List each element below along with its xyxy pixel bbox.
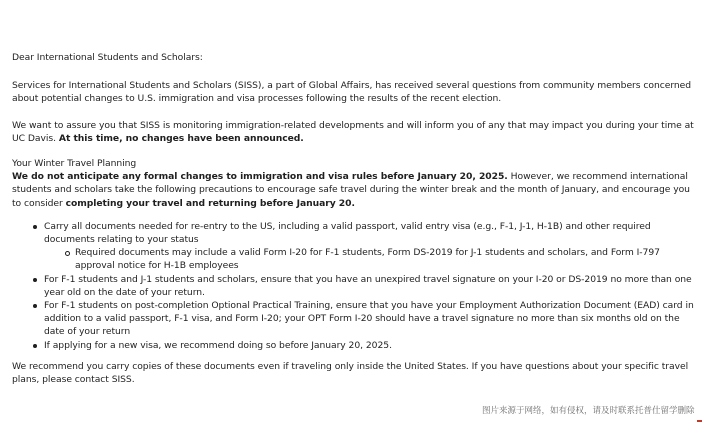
list-item	[44, 220, 700, 273]
section-title: Your Winter Travel Planning	[12, 158, 137, 170]
list-item: For F-1 students and J-1 students and scholars, ensure that you have an unexpired travel signature on your I-20 or DS-2019 no more than one year old on the date of your return.	[44, 273, 700, 299]
section-intro-text: However, we recommend international students and scholars take the following precautions to encourage safe travel during the winter break and the month of January, and encourage you to consider	[12, 171, 690, 209]
sub-list-item: Required documents may include a valid Form I-20 for F-1 students, Form DS-2019 for J-1 students and scholars, and Form I-797 approval notice for H-1B employees	[75, 246, 700, 272]
list-item: For F-1 students on post-completion Optional Practical Training, ensure that you have your Employment Authorization Document (EAD) card in addition to a valid passport, F-1 visa, and Form I-20; your OPT Form I-20 should have a travel signature no more than six months old on the date of your return	[44, 299, 700, 339]
list-item-text: Carry all documents needed for re-entry to the US, including a valid passport, valid entry visa (e.g., F-1, J-1, H-1B) and other required documents relating to your status	[44, 220, 651, 246]
paragraph-monitoring-bold: At this time, no changes have been announced.	[58, 132, 304, 144]
paragraph-monitoring-text: We want to assure you that SISS is monitoring immigration-related developments and will inform you of any that may impact you during your time at UC Davis.	[12, 119, 694, 144]
watermark-text: 图片来源于网络，如有侵权，请及时联系托普仕留学删除	[482, 406, 695, 416]
paragraph-siss-intro: Services for International Students and Scholars (SISS), a part of Global Affairs, has received several questions from community members concerned about potential changes to U.S. immigration and visa processes following the results of the recent election.	[12, 80, 692, 105]
sub-list	[44, 246, 700, 272]
section-intro	[12, 170, 700, 210]
section-intro-bold-1: We do not anticipate any formal changes to immigration and visa rules before January 20, 2025.	[12, 171, 508, 183]
precautions-list	[12, 220, 700, 352]
paragraph-monitoring	[12, 119, 700, 145]
closing-paragraph: We recommend you carry copies of these documents even if traveling only inside the United States. If you have questions about your specific travel plans, please contact SISS.	[12, 360, 689, 386]
list-item: If applying for a new visa, we recommend doing so before January 20, 2025.	[44, 339, 700, 352]
section-intro-bold-2: completing your travel and returning before January 20.	[65, 197, 355, 209]
travel-planning-section	[12, 157, 700, 210]
greeting: Dear International Students and Scholars:	[12, 52, 203, 63]
letter-body	[12, 51, 700, 398]
